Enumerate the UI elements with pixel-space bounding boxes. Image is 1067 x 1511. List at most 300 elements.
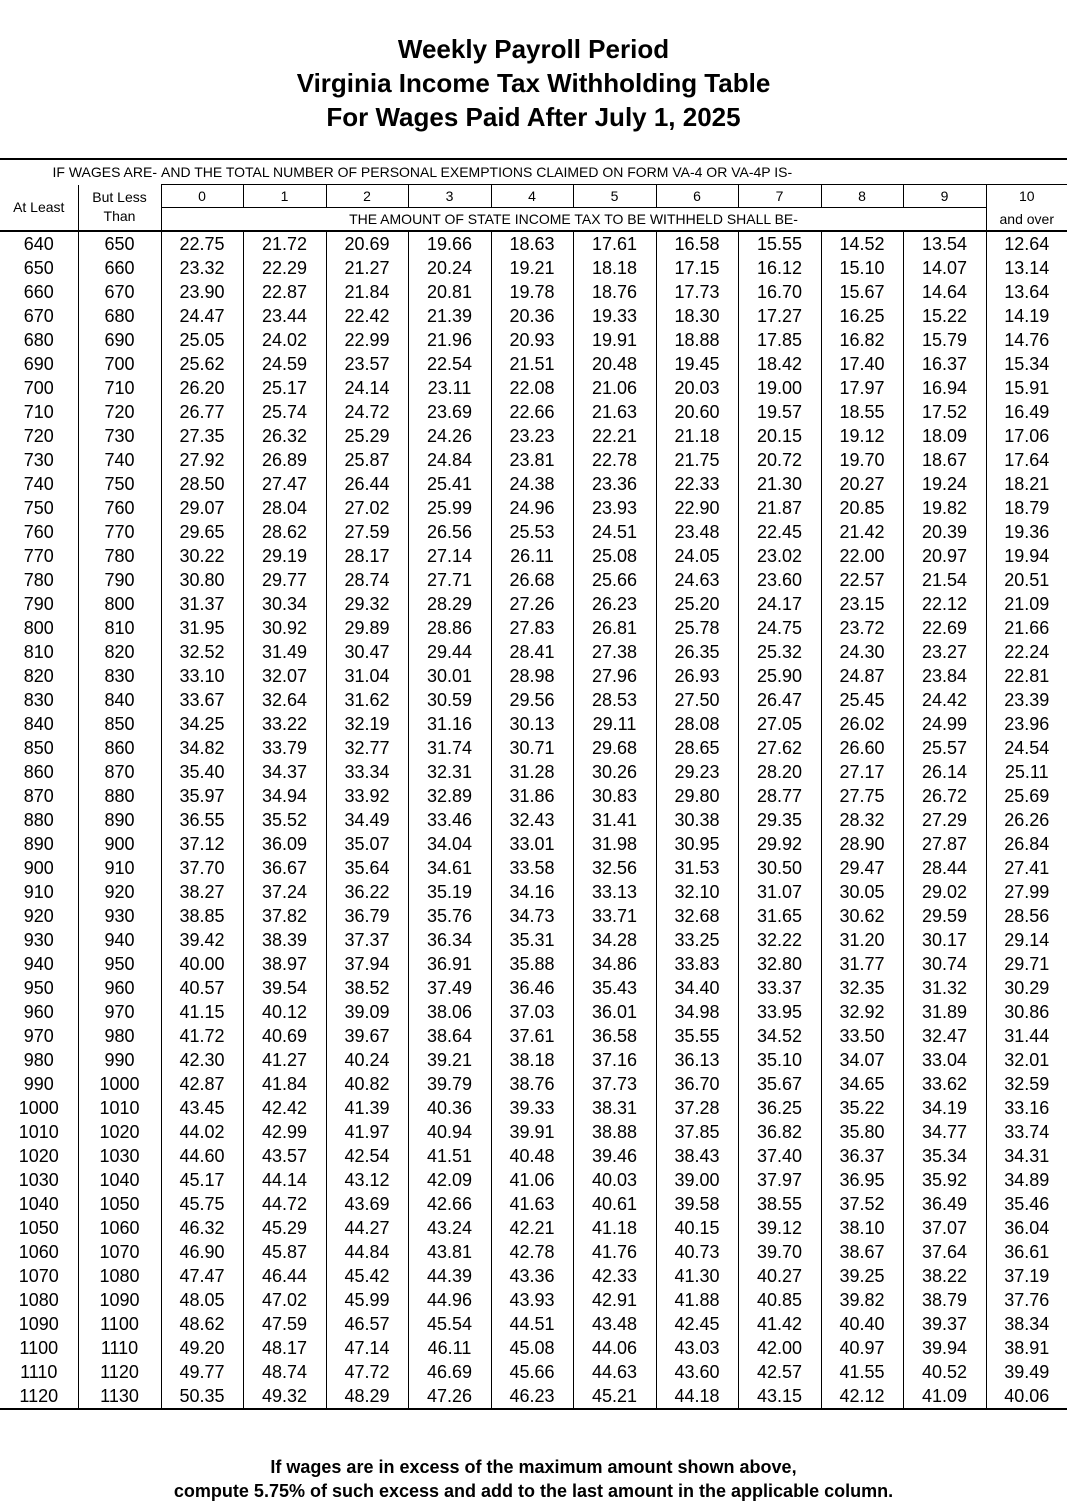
tax-amount-cell: 46.69 <box>408 1360 491 1384</box>
tax-amount-cell: 21.18 <box>656 424 738 448</box>
tax-amount-cell: 31.89 <box>903 1000 986 1024</box>
tax-amount-cell: 13.54 <box>903 231 986 256</box>
tax-amount-cell: 20.48 <box>573 352 656 376</box>
tax-amount-cell: 25.11 <box>986 760 1067 784</box>
but-less-than-cell: 1060 <box>78 1216 161 1240</box>
tax-amount-cell: 23.02 <box>738 544 821 568</box>
tax-amount-cell: 34.82 <box>161 736 243 760</box>
but-less-than-cell: 850 <box>78 712 161 736</box>
tax-amount-cell: 21.30 <box>738 472 821 496</box>
tax-amount-cell: 27.41 <box>986 856 1067 880</box>
tax-amount-cell: 24.51 <box>573 520 656 544</box>
tax-amount-cell: 32.35 <box>821 976 903 1000</box>
tax-amount-cell: 33.79 <box>243 736 326 760</box>
tax-amount-cell: 42.00 <box>738 1336 821 1360</box>
tax-amount-cell: 29.71 <box>986 952 1067 976</box>
but-less-than-cell: 740 <box>78 448 161 472</box>
tax-amount-cell: 33.22 <box>243 712 326 736</box>
tax-amount-cell: 35.55 <box>656 1024 738 1048</box>
tax-amount-cell: 37.52 <box>821 1192 903 1216</box>
tax-amount-cell: 42.21 <box>491 1216 573 1240</box>
tax-amount-cell: 15.67 <box>821 280 903 304</box>
tax-amount-cell: 30.92 <box>243 616 326 640</box>
tax-amount-cell: 39.67 <box>326 1024 408 1048</box>
tax-amount-cell: 46.57 <box>326 1312 408 1336</box>
tax-amount-cell: 36.82 <box>738 1120 821 1144</box>
tax-amount-cell: 36.79 <box>326 904 408 928</box>
tax-amount-cell: 29.19 <box>243 544 326 568</box>
table-row <box>0 568 1067 592</box>
tax-amount-cell: 41.51 <box>408 1144 491 1168</box>
tax-amount-cell: 26.44 <box>326 472 408 496</box>
tax-amount-cell: 29.80 <box>656 784 738 808</box>
but-less-than-cell: 660 <box>78 256 161 280</box>
tax-amount-cell: 33.67 <box>161 688 243 712</box>
tax-amount-cell: 32.47 <box>903 1024 986 1048</box>
but-less-than-cell: 1080 <box>78 1264 161 1288</box>
tax-amount-cell: 29.65 <box>161 520 243 544</box>
tax-amount-cell: 18.42 <box>738 352 821 376</box>
exemption-header-8: 8 <box>821 185 903 208</box>
tax-amount-cell: 43.60 <box>656 1360 738 1384</box>
tax-amount-cell: 18.18 <box>573 256 656 280</box>
tax-amount-cell: 25.90 <box>738 664 821 688</box>
tax-amount-cell: 46.11 <box>408 1336 491 1360</box>
tax-amount-cell: 36.22 <box>326 880 408 904</box>
tax-amount-cell: 45.21 <box>573 1384 656 1409</box>
table-row <box>0 1312 1067 1336</box>
tax-amount-cell: 26.89 <box>243 448 326 472</box>
tax-amount-cell: 25.87 <box>326 448 408 472</box>
tax-amount-cell: 36.37 <box>821 1144 903 1168</box>
tax-amount-cell: 24.87 <box>821 664 903 688</box>
tax-amount-cell: 30.17 <box>903 928 986 952</box>
tax-amount-cell: 26.81 <box>573 616 656 640</box>
tax-amount-cell: 44.51 <box>491 1312 573 1336</box>
tax-amount-cell: 37.61 <box>491 1024 573 1048</box>
tax-amount-cell: 34.19 <box>903 1096 986 1120</box>
tax-amount-cell: 31.95 <box>161 616 243 640</box>
tax-amount-cell: 45.17 <box>161 1168 243 1192</box>
tax-amount-cell: 26.47 <box>738 688 821 712</box>
tax-amount-cell: 43.15 <box>738 1384 821 1409</box>
tax-amount-cell: 28.29 <box>408 592 491 616</box>
tax-amount-cell: 27.35 <box>161 424 243 448</box>
tax-amount-cell: 24.38 <box>491 472 573 496</box>
tax-amount-cell: 26.72 <box>903 784 986 808</box>
wages-are-label: IF WAGES ARE- <box>52 164 157 181</box>
tax-amount-cell: 24.72 <box>326 400 408 424</box>
tax-amount-cell: 23.81 <box>491 448 573 472</box>
tax-amount-cell: 37.12 <box>161 832 243 856</box>
tax-amount-cell: 40.82 <box>326 1072 408 1096</box>
tax-amount-cell: 13.64 <box>986 280 1067 304</box>
tax-amount-cell: 34.25 <box>161 712 243 736</box>
tax-amount-cell: 36.46 <box>491 976 573 1000</box>
at-least-cell: 1110 <box>20 1362 58 1382</box>
tax-amount-cell: 24.05 <box>656 544 738 568</box>
tax-amount-cell: 39.54 <box>243 976 326 1000</box>
tax-amount-cell: 45.29 <box>243 1216 326 1240</box>
tax-amount-cell: 29.07 <box>161 496 243 520</box>
tax-amount-cell: 31.07 <box>738 880 821 904</box>
tax-amount-cell: 44.14 <box>243 1168 326 1192</box>
table-row <box>0 1072 1067 1096</box>
tax-amount-cell: 30.71 <box>491 736 573 760</box>
tax-amount-cell: 40.94 <box>408 1120 491 1144</box>
tax-amount-cell: 30.26 <box>573 760 656 784</box>
tax-amount-cell: 39.00 <box>656 1168 738 1192</box>
tax-amount-cell: 41.06 <box>491 1168 573 1192</box>
tax-amount-cell: 22.33 <box>656 472 738 496</box>
tax-amount-cell: 30.86 <box>986 1000 1067 1024</box>
tax-amount-cell: 22.90 <box>656 496 738 520</box>
tax-amount-cell: 29.56 <box>491 688 573 712</box>
tax-amount-cell: 31.16 <box>408 712 491 736</box>
tax-amount-cell: 20.27 <box>821 472 903 496</box>
tax-amount-cell: 24.54 <box>986 736 1067 760</box>
at-least-cell: 730 <box>23 450 54 470</box>
table-row <box>0 760 1067 784</box>
tax-amount-cell: 22.45 <box>738 520 821 544</box>
at-least-cell: 850 <box>23 738 54 758</box>
tax-amount-cell: 31.32 <box>903 976 986 1000</box>
tax-amount-cell: 28.08 <box>656 712 738 736</box>
tax-amount-cell: 18.79 <box>986 496 1067 520</box>
at-least-cell: 710 <box>23 402 54 422</box>
tax-amount-cell: 46.32 <box>161 1216 243 1240</box>
at-least-cell: 1100 <box>19 1338 59 1358</box>
tax-amount-cell: 34.28 <box>573 928 656 952</box>
but-less-than-cell: 710 <box>78 376 161 400</box>
at-least-cell: 960 <box>23 1002 54 1022</box>
tax-amount-cell: 33.46 <box>408 808 491 832</box>
tax-amount-cell: 19.66 <box>408 231 491 256</box>
but-less-than-line2: Than <box>103 208 136 225</box>
tax-amount-cell: 41.27 <box>243 1048 326 1072</box>
tax-amount-cell: 26.20 <box>161 376 243 400</box>
at-least-cell: 900 <box>23 858 54 878</box>
tax-amount-cell: 14.19 <box>986 304 1067 328</box>
tax-amount-cell: 41.42 <box>738 1312 821 1336</box>
tax-amount-cell: 29.77 <box>243 568 326 592</box>
tax-amount-cell: 43.03 <box>656 1336 738 1360</box>
tax-amount-cell: 28.86 <box>408 616 491 640</box>
tax-amount-cell: 38.06 <box>408 1000 491 1024</box>
tax-amount-cell: 15.10 <box>821 256 903 280</box>
tax-amount-cell: 19.78 <box>491 280 573 304</box>
but-less-than-cell: 900 <box>78 832 161 856</box>
table-row <box>0 1240 1067 1264</box>
tax-amount-cell: 22.99 <box>326 328 408 352</box>
tax-amount-cell: 23.93 <box>573 496 656 520</box>
tax-amount-cell: 33.95 <box>738 1000 821 1024</box>
tax-amount-cell: 22.54 <box>408 352 491 376</box>
but-less-than-cell: 1000 <box>78 1072 161 1096</box>
tax-amount-cell: 42.66 <box>408 1192 491 1216</box>
tax-amount-cell: 16.25 <box>821 304 903 328</box>
tax-amount-cell: 27.59 <box>326 520 408 544</box>
tax-amount-cell: 39.37 <box>903 1312 986 1336</box>
tax-amount-cell: 27.83 <box>491 616 573 640</box>
table-row <box>0 664 1067 688</box>
tax-amount-cell: 38.91 <box>986 1336 1067 1360</box>
tax-amount-cell: 39.42 <box>161 928 243 952</box>
tax-amount-cell: 28.98 <box>491 664 573 688</box>
tax-amount-cell: 31.74 <box>408 736 491 760</box>
tax-amount-cell: 39.82 <box>821 1288 903 1312</box>
table-row <box>0 1000 1067 1024</box>
footer-line-1: If wages are in excess of the maximum amount shown above, <box>270 1457 797 1477</box>
exemption-header-9: 9 <box>903 185 986 208</box>
tax-amount-cell: 42.91 <box>573 1288 656 1312</box>
tax-amount-cell: 26.26 <box>986 808 1067 832</box>
tax-amount-cell: 21.42 <box>821 520 903 544</box>
table-row <box>0 1264 1067 1288</box>
tax-amount-cell: 34.86 <box>573 952 656 976</box>
tax-amount-cell: 31.53 <box>656 856 738 880</box>
tax-amount-cell: 30.59 <box>408 688 491 712</box>
tax-amount-cell: 23.57 <box>326 352 408 376</box>
at-least-cell: 640 <box>23 234 54 254</box>
tax-amount-cell: 32.19 <box>326 712 408 736</box>
title-line-2: Virginia Income Tax Withholding Table <box>296 68 771 98</box>
at-least-cell: 820 <box>23 666 54 686</box>
tax-amount-cell: 42.87 <box>161 1072 243 1096</box>
tax-amount-cell: 27.92 <box>161 448 243 472</box>
tax-amount-cell: 37.24 <box>243 880 326 904</box>
table-row <box>0 520 1067 544</box>
tax-amount-cell: 41.39 <box>326 1096 408 1120</box>
tax-amount-cell: 24.99 <box>903 712 986 736</box>
withholding-table <box>0 158 1067 1410</box>
table-row <box>0 328 1067 352</box>
table-row <box>0 880 1067 904</box>
tax-amount-cell: 16.58 <box>656 231 738 256</box>
tax-amount-cell: 42.42 <box>243 1096 326 1120</box>
tax-amount-cell: 40.00 <box>161 952 243 976</box>
tax-amount-cell: 18.30 <box>656 304 738 328</box>
tax-amount-cell: 16.94 <box>903 376 986 400</box>
tax-amount-cell: 26.84 <box>986 832 1067 856</box>
tax-amount-cell: 30.01 <box>408 664 491 688</box>
tax-amount-cell: 43.93 <box>491 1288 573 1312</box>
table-row <box>0 1144 1067 1168</box>
tax-amount-cell: 33.04 <box>903 1048 986 1072</box>
tax-amount-cell: 24.63 <box>656 568 738 592</box>
tax-amount-cell: 25.20 <box>656 592 738 616</box>
tax-amount-cell: 20.69 <box>326 231 408 256</box>
table-row <box>0 1288 1067 1312</box>
tax-amount-cell: 34.07 <box>821 1048 903 1072</box>
tax-amount-cell: 23.44 <box>243 304 326 328</box>
tax-amount-cell: 33.50 <box>821 1024 903 1048</box>
tax-amount-cell: 40.73 <box>656 1240 738 1264</box>
at-least-cell: 660 <box>23 282 54 302</box>
tax-amount-cell: 37.70 <box>161 856 243 880</box>
tax-amount-cell: 25.69 <box>986 784 1067 808</box>
tax-amount-cell: 28.53 <box>573 688 656 712</box>
tax-amount-cell: 43.45 <box>161 1096 243 1120</box>
tax-amount-cell: 41.88 <box>656 1288 738 1312</box>
exemption-header-5: 5 <box>573 185 656 208</box>
at-least-cell: 670 <box>23 306 54 326</box>
tax-amount-cell: 29.59 <box>903 904 986 928</box>
but-less-than-cell: 1040 <box>78 1168 161 1192</box>
tax-amount-cell: 39.46 <box>573 1144 656 1168</box>
tax-amount-cell: 36.49 <box>903 1192 986 1216</box>
tax-amount-cell: 35.19 <box>408 880 491 904</box>
tax-amount-cell: 31.20 <box>821 928 903 952</box>
tax-amount-cell: 17.52 <box>903 400 986 424</box>
tax-amount-cell: 24.17 <box>738 592 821 616</box>
tax-amount-cell: 27.47 <box>243 472 326 496</box>
table-row <box>0 1216 1067 1240</box>
tax-amount-cell: 28.56 <box>986 904 1067 928</box>
tax-amount-cell: 29.47 <box>821 856 903 880</box>
tax-amount-cell: 22.78 <box>573 448 656 472</box>
tax-amount-cell: 38.39 <box>243 928 326 952</box>
tax-amount-cell: 28.77 <box>738 784 821 808</box>
tax-amount-cell: 20.36 <box>491 304 573 328</box>
tax-amount-cell: 43.24 <box>408 1216 491 1240</box>
tax-amount-cell: 35.43 <box>573 976 656 1000</box>
tax-amount-cell: 35.22 <box>821 1096 903 1120</box>
tax-amount-cell: 38.18 <box>491 1048 573 1072</box>
but-less-than-cell: 890 <box>78 808 161 832</box>
tax-amount-cell: 21.06 <box>573 376 656 400</box>
tax-amount-cell: 38.85 <box>161 904 243 928</box>
tax-amount-cell: 37.37 <box>326 928 408 952</box>
tax-amount-cell: 21.72 <box>243 231 326 256</box>
tax-amount-cell: 18.76 <box>573 280 656 304</box>
tax-amount-cell: 14.52 <box>821 231 903 256</box>
tax-amount-cell: 33.34 <box>326 760 408 784</box>
tax-amount-cell: 42.54 <box>326 1144 408 1168</box>
tax-amount-cell: 45.08 <box>491 1336 573 1360</box>
tax-amount-cell: 27.02 <box>326 496 408 520</box>
tax-amount-cell: 45.87 <box>243 1240 326 1264</box>
tax-amount-cell: 15.55 <box>738 231 821 256</box>
tax-amount-cell: 45.99 <box>326 1288 408 1312</box>
tax-amount-cell: 32.10 <box>656 880 738 904</box>
at-least-cell: 1020 <box>18 1146 59 1166</box>
at-least-cell: 920 <box>23 906 54 926</box>
tax-amount-cell: 24.14 <box>326 376 408 400</box>
tax-amount-cell: 33.62 <box>903 1072 986 1096</box>
tax-amount-cell: 22.87 <box>243 280 326 304</box>
tax-amount-cell: 34.73 <box>491 904 573 928</box>
tax-amount-cell: 23.32 <box>161 256 243 280</box>
tax-amount-cell: 23.60 <box>738 568 821 592</box>
tax-amount-cell: 18.67 <box>903 448 986 472</box>
table-row <box>0 1360 1067 1384</box>
tax-amount-cell: 26.93 <box>656 664 738 688</box>
tax-amount-cell: 16.82 <box>821 328 903 352</box>
tax-amount-cell: 43.81 <box>408 1240 491 1264</box>
but-less-than-cell: 940 <box>78 928 161 952</box>
tax-amount-cell: 32.43 <box>491 808 573 832</box>
at-least-cell: 940 <box>23 954 54 974</box>
tax-amount-cell: 43.12 <box>326 1168 408 1192</box>
tax-amount-cell: 30.95 <box>656 832 738 856</box>
tax-amount-cell: 38.31 <box>573 1096 656 1120</box>
but-less-than-cell: 690 <box>78 328 161 352</box>
tax-amount-cell: 19.33 <box>573 304 656 328</box>
tax-amount-cell: 29.35 <box>738 808 821 832</box>
tax-amount-cell: 20.72 <box>738 448 821 472</box>
tax-amount-cell: 41.84 <box>243 1072 326 1096</box>
tax-amount-cell: 30.38 <box>656 808 738 832</box>
tax-amount-cell: 27.50 <box>656 688 738 712</box>
but-less-than-cell: 800 <box>78 592 161 616</box>
tax-amount-cell: 21.63 <box>573 400 656 424</box>
tax-amount-cell: 19.21 <box>491 256 573 280</box>
at-least-cell: 1060 <box>18 1242 59 1262</box>
tax-amount-cell: 15.91 <box>986 376 1067 400</box>
tax-amount-cell: 29.23 <box>656 760 738 784</box>
at-least-cell: 780 <box>23 570 54 590</box>
tax-amount-cell: 34.04 <box>408 832 491 856</box>
tax-amount-cell: 46.44 <box>243 1264 326 1288</box>
table-row <box>0 928 1067 952</box>
tax-amount-cell: 44.60 <box>161 1144 243 1168</box>
but-less-than-cell: 720 <box>78 400 161 424</box>
but-less-than-cell: 790 <box>78 568 161 592</box>
tax-amount-cell: 15.22 <box>903 304 986 328</box>
table-row <box>0 280 1067 304</box>
tax-amount-cell: 37.85 <box>656 1120 738 1144</box>
tax-amount-cell: 43.36 <box>491 1264 573 1288</box>
at-least-cell: 990 <box>23 1074 54 1094</box>
at-least-cell: 1000 <box>18 1098 59 1118</box>
tax-amount-cell: 22.66 <box>491 400 573 424</box>
at-least-cell: 750 <box>23 498 54 518</box>
tax-amount-cell: 34.65 <box>821 1072 903 1096</box>
tax-amount-cell: 32.77 <box>326 736 408 760</box>
tax-amount-cell: 27.05 <box>738 712 821 736</box>
tax-amount-cell: 42.99 <box>243 1120 326 1144</box>
tax-amount-cell: 40.24 <box>326 1048 408 1072</box>
table-row <box>0 472 1067 496</box>
but-less-than-cell: 1110 <box>78 1336 161 1360</box>
tax-amount-cell: 24.84 <box>408 448 491 472</box>
tax-amount-cell: 44.02 <box>161 1120 243 1144</box>
tax-amount-cell: 21.84 <box>326 280 408 304</box>
but-less-than-cell: 1100 <box>78 1312 161 1336</box>
but-less-than-cell: 970 <box>78 1000 161 1024</box>
tax-amount-cell: 41.15 <box>161 1000 243 1024</box>
tax-amount-cell: 39.21 <box>408 1048 491 1072</box>
tax-amount-cell: 37.94 <box>326 952 408 976</box>
table-row <box>0 808 1067 832</box>
exemption-header-4: 4 <box>491 185 573 208</box>
but-less-than-cell: 1050 <box>78 1192 161 1216</box>
but-less-than-cell: 1130 <box>78 1384 161 1409</box>
tax-amount-cell: 23.84 <box>903 664 986 688</box>
but-less-than-cell: 1070 <box>78 1240 161 1264</box>
tax-amount-cell: 37.76 <box>986 1288 1067 1312</box>
tax-amount-cell: 41.97 <box>326 1120 408 1144</box>
tax-amount-cell: 21.27 <box>326 256 408 280</box>
tax-amount-cell: 32.59 <box>986 1072 1067 1096</box>
tax-amount-cell: 36.91 <box>408 952 491 976</box>
table-row <box>0 1048 1067 1072</box>
tax-amount-cell: 28.44 <box>903 856 986 880</box>
at-least-cell: 680 <box>23 330 54 350</box>
at-least-cell: 1080 <box>18 1290 59 1310</box>
tax-amount-cell: 50.35 <box>161 1384 243 1409</box>
